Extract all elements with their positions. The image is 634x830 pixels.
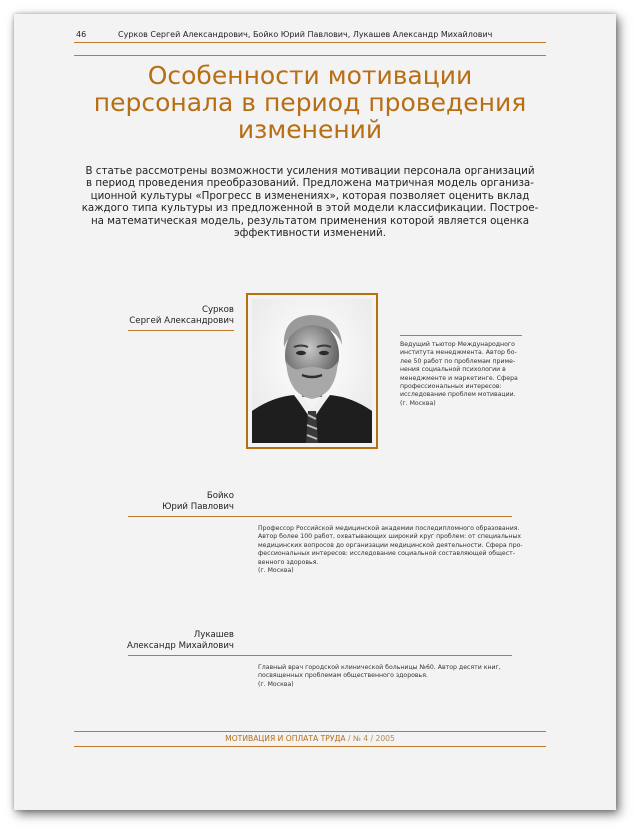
- author-photo-frame: [246, 293, 378, 449]
- abstract-line: эффективности изменений.: [234, 227, 386, 240]
- bio-line: (г. Москва): [258, 680, 294, 688]
- title-line: изменений: [237, 115, 383, 144]
- abstract-line: на математическая модель, результатом применения которой является оценка: [90, 214, 530, 227]
- author-name-boyko: [100, 491, 234, 513]
- article-abstract: [74, 165, 546, 239]
- author-rule: [128, 516, 512, 517]
- bio-line: профессиональных интересов:: [400, 383, 502, 391]
- bio-line: лее 50 работ по проблемам приме-: [400, 357, 516, 365]
- abstract-line: В статье рассмотрены возможности усиления мотивации персонала организаций: [85, 165, 535, 177]
- bio-line: венного здоровья.: [258, 558, 319, 566]
- author-bio-surkov: [400, 341, 530, 408]
- bio-line: исследование проблем мотивации.: [400, 391, 516, 399]
- bio-line: посвященных проблемам общественного здоровья.: [258, 672, 428, 680]
- abstract-line: ционной культуры «Прогресс в изменениях», которая позволяет оценить вклад: [90, 189, 530, 202]
- bio-line: института менеджмента. Автор бо-: [400, 349, 517, 357]
- bio-line: (г. Москва): [400, 399, 436, 407]
- footer-top-rule: [74, 731, 546, 732]
- article-title: [60, 62, 560, 143]
- bio-line: нения социальной психологии в: [400, 366, 506, 374]
- author-rule: [128, 655, 512, 656]
- author-given-name: Сергей Александрович: [129, 316, 234, 326]
- footer-bottom-rule: [74, 746, 546, 747]
- portrait-photo-icon: [252, 299, 372, 443]
- bio-line: Ведущий тьютор Международного: [400, 341, 515, 348]
- header-top-rule: [74, 42, 546, 43]
- bio-rule: [400, 335, 522, 336]
- abstract-line: в период проведения преобразований. Предложена матричная модель организа-: [86, 177, 534, 190]
- title-line: персонала в период проведения: [93, 88, 527, 117]
- journal-name: МОТИВАЦИЯ И ОПЛАТА ТРУДА: [225, 734, 346, 743]
- bio-line: медицинских вопросов до организации медицинской деятельности. Сфера про-: [258, 541, 523, 549]
- journal-footer: [74, 734, 546, 743]
- page-number: 46: [76, 30, 87, 39]
- abstract-line: каждого типа культуры из предложенной в этой модели классификации. Построе-: [81, 202, 539, 215]
- title-line: Особенности мотивации: [147, 61, 473, 90]
- author-name-lukashev: [100, 630, 234, 652]
- bio-line: Профессор Российской медицинской академии последипломного образования.: [258, 525, 520, 532]
- author-bio-boyko: [258, 525, 538, 575]
- author-rule: [128, 330, 234, 331]
- bio-line: Главный врач городской клинической больницы №60. Автор десяти книг,: [258, 664, 501, 671]
- journal-issue: / № 4 / 2005: [345, 734, 395, 743]
- bio-line: менеджменте и маркетинге. Сфера: [400, 374, 518, 382]
- author-surname: Сурков: [201, 305, 234, 315]
- author-surname: Бойко: [206, 491, 234, 501]
- author-photo: [252, 299, 372, 443]
- bio-line: Автор более 100 работ, охватывающих широкий круг проблем: от специальных: [258, 533, 522, 541]
- author-given-name: Юрий Павлович: [162, 502, 234, 512]
- running-header-authors: Сурков Сергей Александрович, Бойко Юрий Павлович, Лукашев Александр Михайлович: [118, 30, 493, 39]
- bio-line: фессиональных интересов: исследование социальной составляющей общест-: [258, 550, 515, 558]
- bio-line: (г. Москва): [258, 567, 294, 575]
- author-name-surkov: [100, 305, 234, 327]
- author-bio-lukashev: [258, 664, 538, 689]
- author-surname: Лукашев: [193, 630, 234, 640]
- author-given-name: Александр Михайлович: [126, 641, 234, 651]
- header-bottom-rule: [74, 55, 546, 56]
